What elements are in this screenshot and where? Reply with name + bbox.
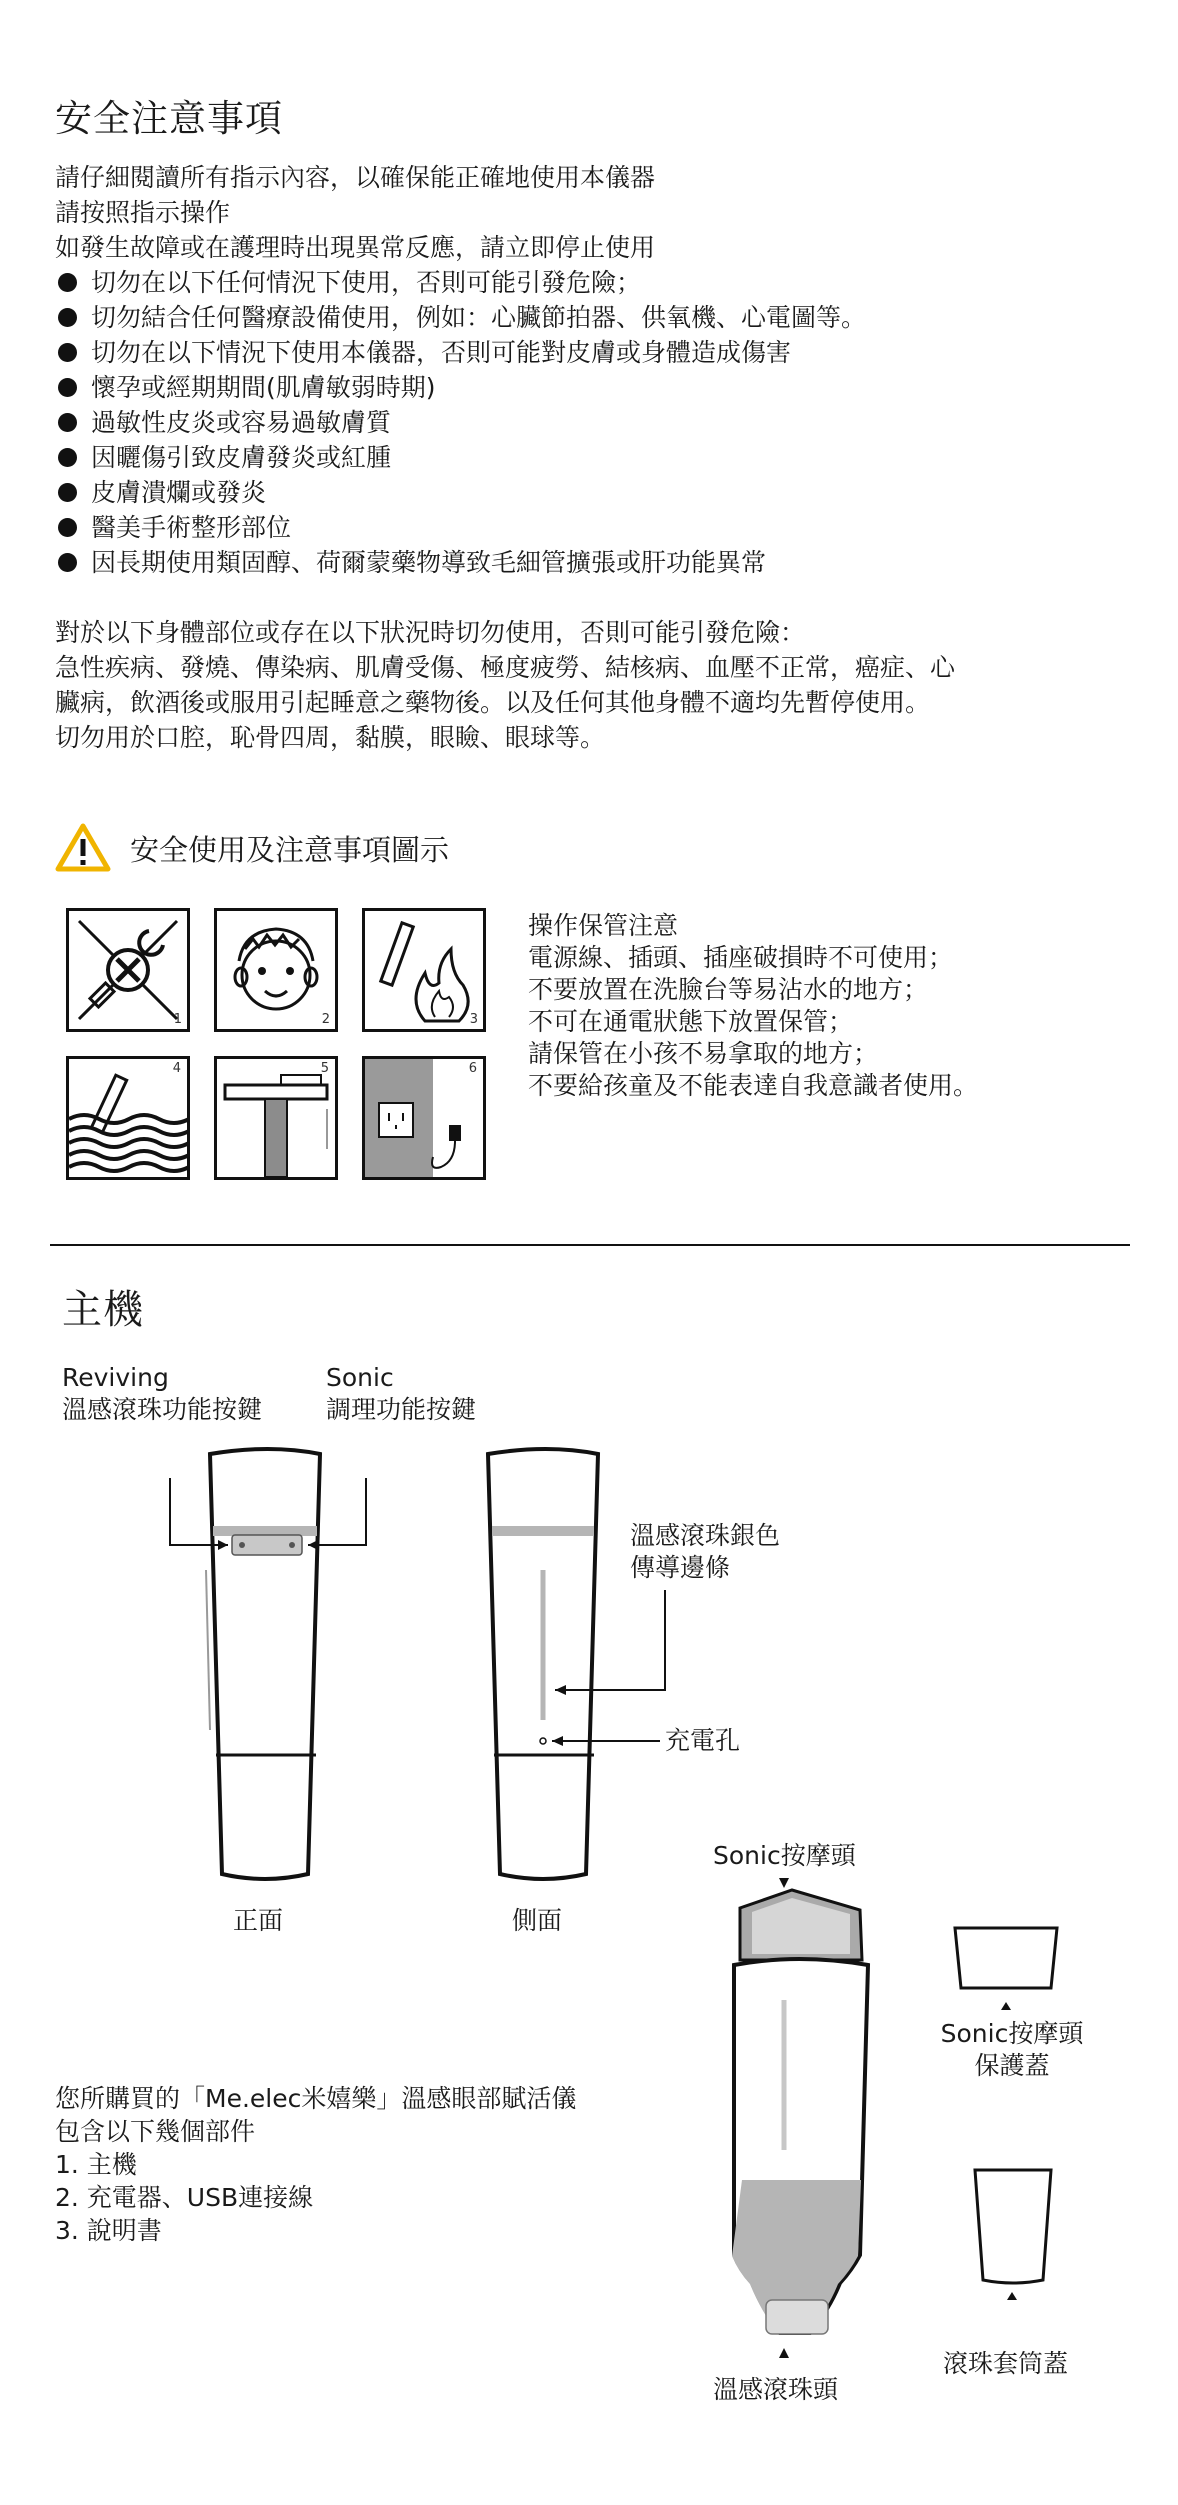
- contraindications: [55, 615, 955, 755]
- icon-number: 3: [469, 1012, 478, 1027]
- sonic-label: [326, 1362, 476, 1426]
- side-view-label: 側面: [512, 1906, 563, 1935]
- sonic-zh: 調理功能按鍵: [326, 1395, 477, 1424]
- no-disassemble-pictogram: [66, 908, 190, 1032]
- package-line: 1. 主機: [55, 2150, 137, 2179]
- silver-edge-line: 傳導邊條: [630, 1553, 731, 1582]
- tools-icon: [69, 911, 187, 1029]
- stand-icon: [217, 1059, 335, 1177]
- bullet-item: 因長期使用類固醇、荷爾蒙藥物導致毛細管擴張或肝功能異常: [55, 545, 866, 580]
- front-view-label: 正面: [233, 1906, 284, 1935]
- storage-notes: [528, 910, 978, 1102]
- icon-number: 5: [320, 1061, 329, 1076]
- keep-from-children-pictogram: [214, 908, 338, 1032]
- icon-number: 6: [468, 1061, 477, 1076]
- reviving-label: [62, 1362, 262, 1426]
- reviving-zh: 溫感滾珠功能按鍵: [62, 1395, 263, 1424]
- silver-edge-line: 溫感滾珠銀色: [630, 1521, 781, 1550]
- device-title: 主機: [62, 1287, 144, 1333]
- reviving-en: Reviving: [62, 1363, 169, 1392]
- charge-port-label: 充電孔: [665, 1726, 741, 1755]
- bullet-item: 切勿結合任何醫療設備使用，例如：心臟節拍器、供氧機、心電圖等。: [55, 300, 866, 335]
- note-line: 電源線、插頭、插座破損時不可使用；: [528, 943, 954, 972]
- roller-cover-label: 滾珠套筒蓋: [943, 2349, 1069, 2378]
- bullet-item: 因曬傷引致皮膚發炎或紅腫: [55, 440, 866, 475]
- sonic-cover-part: [955, 1928, 1057, 1988]
- contra-line: 切勿用於口腔，恥骨四周，黏膜，眼瞼、眼球等。: [55, 723, 606, 752]
- exploded-device: [732, 1878, 868, 2358]
- sonic-cover-line: 保護蓋: [974, 2051, 1050, 2080]
- bullet-item: 過敏性皮炎或容易過敏膚質: [55, 405, 866, 440]
- warning-icon: [55, 822, 111, 872]
- water-icon: [69, 1059, 187, 1177]
- intro-line: 請仔細閱讀所有指示內容，以確保能正確地使用本儀器: [55, 163, 656, 192]
- bullet-item: 懷孕或經期期間(肌膚敏弱時期): [55, 370, 866, 405]
- child-face-icon: [217, 911, 335, 1029]
- keep-from-water-pictogram: [66, 1056, 190, 1180]
- side-view-device: [488, 1449, 598, 1879]
- intro-line: 如發生故障或在護理時出現異常反應，請立即停止使用: [55, 233, 656, 262]
- package-line: 2. 充電器、USB連接線: [55, 2183, 314, 2212]
- note-line: 不要放置在洗臉台等易沾水的地方；: [528, 975, 929, 1004]
- sonic-cover-line: Sonic按摩頭: [940, 2019, 1084, 2048]
- fire-icon: [365, 911, 483, 1029]
- package-contents: [55, 2082, 576, 2247]
- package-line: 您所購買的「Me.elec米嬉樂」溫感眼部賦活儀: [55, 2084, 577, 2113]
- bullet-item: 切勿在以下情況下使用本儀器，否則可能對皮膚或身體造成傷害: [55, 335, 866, 370]
- note-line: 不可在通電狀態下放置保管；: [528, 1007, 854, 1036]
- storage-pictogram: [214, 1056, 338, 1180]
- package-line: 3. 說明書: [55, 2216, 162, 2245]
- outlet-icon: [365, 1059, 483, 1177]
- keep-from-fire-pictogram: [362, 908, 486, 1032]
- sonic-cover-label: [932, 2018, 1092, 2082]
- sonic-en: Sonic: [326, 1363, 394, 1392]
- package-line: 包含以下幾個部件: [55, 2117, 256, 2146]
- icon-number: 2: [321, 1012, 330, 1027]
- front-view-device: [206, 1449, 320, 1879]
- device-diagram: [0, 1420, 1178, 2505]
- safety-intro: [55, 160, 866, 580]
- bullet-item: 皮膚潰爛或發炎: [55, 475, 866, 510]
- roller-head-label: 溫感滾珠頭: [713, 2375, 839, 2404]
- silver-edge-label: [630, 1520, 780, 1584]
- usage-heading: 安全使用及注意事項圖示: [130, 833, 450, 867]
- contra-line: 臟病，飲酒後或服用引起睡意之藥物後。以及任何其他身體不適均先暫停使用。: [55, 688, 931, 717]
- intro-line: 請按照指示操作: [55, 198, 231, 227]
- icon-number: 1: [173, 1012, 182, 1027]
- note-line: 請保管在小孩不易拿取的地方；: [528, 1039, 879, 1068]
- roller-cover-part: [975, 2170, 1051, 2283]
- safety-title: 安全注意事項: [55, 97, 283, 140]
- contra-line: 對於以下身體部位或存在以下狀況時切勿使用，否則可能引發危險：: [55, 618, 806, 647]
- icon-number: 4: [172, 1061, 181, 1076]
- contra-line: 急性疾病、發燒、傳染病、肌膚受傷、極度疲勞、結核病、血壓不正常，癌症、心: [55, 653, 956, 682]
- sonic-head-label: Sonic按摩頭: [713, 1841, 856, 1870]
- bullet-item: 醫美手術整形部位: [55, 510, 866, 545]
- notes-title: 操作保管注意: [528, 911, 679, 940]
- bullet-item: 切勿在以下任何情況下使用，否則可能引發危險；: [55, 265, 866, 300]
- section-divider: [50, 1244, 1130, 1246]
- note-line: 不要給孩童及不能表達自我意識者使用。: [528, 1071, 979, 1100]
- power-outlet-pictogram: [362, 1056, 486, 1180]
